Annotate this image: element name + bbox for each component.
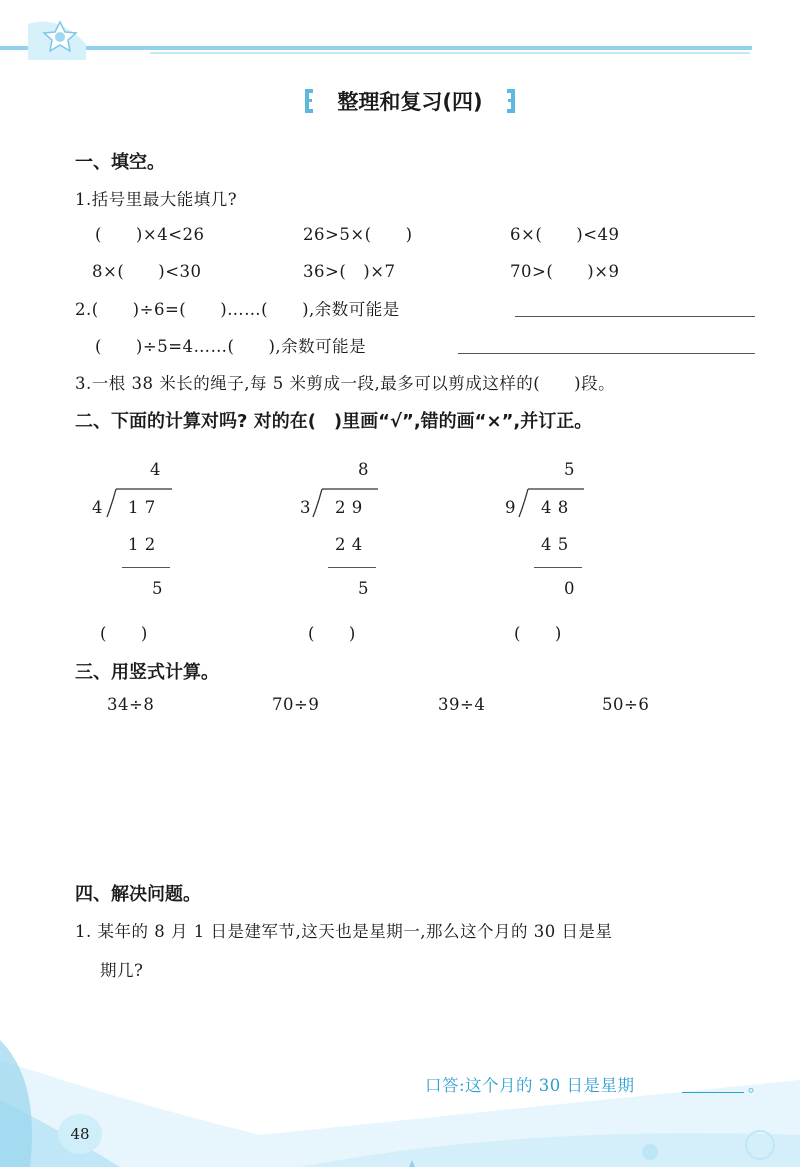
division-rule [534, 567, 582, 568]
calc-item: 50÷6 [602, 695, 650, 714]
division-dividend: 2 9 [335, 498, 363, 517]
answer-bracket[interactable]: ( ) [100, 624, 148, 643]
calc-item: 70÷9 [272, 695, 320, 714]
page-title [305, 83, 515, 119]
header-rule [0, 46, 752, 50]
division-product: 2 4 [335, 535, 363, 554]
division-quotient: 8 [358, 460, 369, 479]
division-remainder: 0 [564, 579, 575, 598]
division-product: 1 2 [128, 535, 156, 554]
problem-text: 1. 某年的 8 月 1 日是建军节,这天也是星期一,那么这个月的 30 日是星 [75, 922, 613, 941]
division-dividend: 1 7 [128, 498, 156, 517]
division-divisor: 3 [300, 498, 311, 517]
division-product: 4 5 [541, 535, 569, 554]
division-quotient: 5 [564, 460, 575, 479]
q2-line2: ( )÷5=4……( ),余数可能是 [95, 337, 367, 356]
q1-item: 36>( )×7 [303, 262, 396, 281]
division-dividend: 4 8 [541, 498, 569, 517]
section1-heading: 一、填空。 [75, 152, 165, 173]
q3-text: 3.一根 38 米长的绳子,每 5 米剪成一段,最多可以剪成这样的( )段。 [75, 374, 616, 393]
title-bracket-right-icon [507, 89, 515, 113]
answer-bracket[interactable]: ( ) [514, 624, 562, 643]
answer-blank[interactable] [682, 1092, 744, 1093]
q1-item: 6×( )<49 [510, 225, 620, 244]
page-number [58, 1114, 102, 1154]
division-quotient: 4 [150, 460, 161, 479]
section2-heading: 二、下面的计算对吗? 对的在( )里画“√”,错的画“×”,并订正。 [75, 411, 593, 432]
division-remainder: 5 [152, 579, 163, 598]
title-bracket-left-icon [305, 89, 313, 113]
page-number-text: 48 [70, 1125, 90, 1143]
q2-line1: 2.( )÷6=( )……( ),余数可能是 [75, 300, 400, 319]
header-rule-light [150, 52, 750, 54]
division-rule [328, 567, 376, 568]
q1-item: 26>5×( ) [303, 225, 413, 244]
section4-heading: 四、解决问题。 [75, 884, 201, 905]
calc-item: 34÷8 [107, 695, 155, 714]
q1-item: 70>( )×9 [510, 262, 620, 281]
q1-item: ( )×4<26 [95, 225, 205, 244]
footer-wave-decoration [0, 1040, 800, 1167]
answer-blank[interactable] [515, 316, 755, 317]
answer-period: 。 [748, 1076, 765, 1095]
division-divisor: 9 [505, 498, 516, 517]
division-rule [122, 567, 170, 568]
q1-item: 8×( )<30 [92, 262, 202, 281]
answer-bracket[interactable]: ( ) [308, 624, 356, 643]
page-title-text: 整理和复习(四) [337, 90, 483, 114]
q1-prompt: 1.括号里最大能填几? [75, 190, 238, 209]
answer-prompt: 口答:这个月的 30 日是星期 [425, 1076, 635, 1095]
star-badge-icon [28, 14, 88, 60]
division-divisor: 4 [92, 498, 103, 517]
calc-item: 39÷4 [438, 695, 486, 714]
answer-blank[interactable] [458, 353, 755, 354]
division-remainder: 5 [358, 579, 369, 598]
problem-text-cont: 期几? [100, 961, 144, 980]
section3-heading: 三、用竖式计算。 [75, 662, 219, 683]
